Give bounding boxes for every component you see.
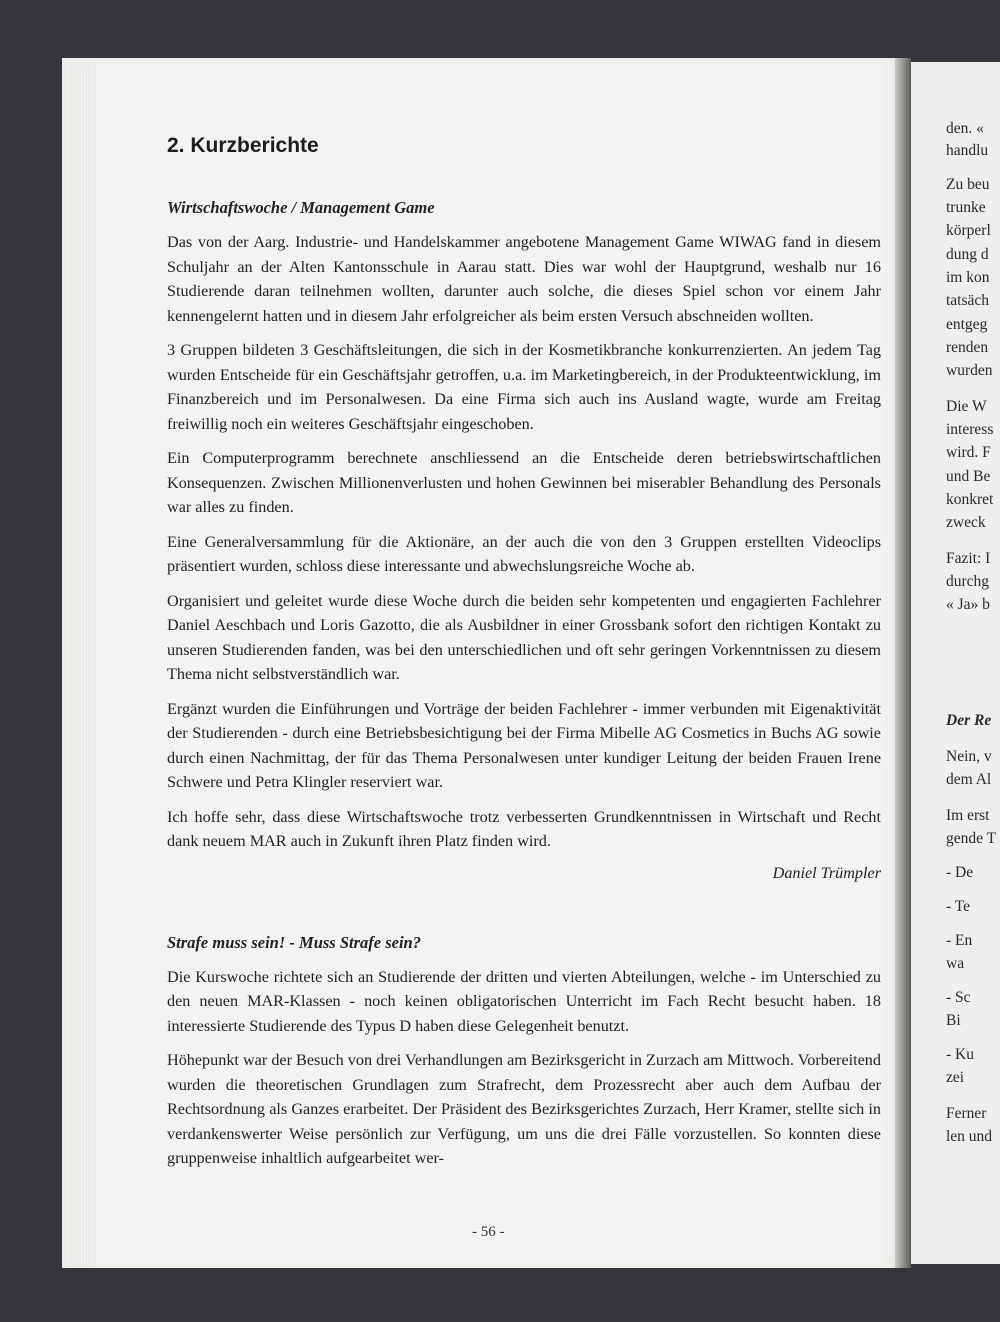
facing-page-heading: Der Re: [946, 712, 992, 729]
facing-page-text: Die W: [946, 398, 987, 415]
facing-page-list-item: - Te: [946, 898, 971, 915]
paragraph: Ich hoffe sehr, dass diese Wirtschaftswoche trotz verbesserten Grundkenntnissen in Wirtschaft und Recht dank neuem MAR auch in Zukunft ihren Platz finden wird.: [167, 807, 881, 850]
facing-page-list-item: - Sc: [946, 989, 971, 1006]
facing-page-text: und Be: [946, 468, 991, 485]
facing-page-text: trunke: [946, 199, 986, 216]
page-number: - 56 -: [472, 1224, 505, 1240]
article-wirtschaftswoche: [167, 198, 881, 883]
facing-page-text: tatsäch: [946, 292, 990, 309]
facing-page-text: Bi: [946, 1012, 961, 1029]
spacer: [167, 883, 881, 933]
article-title: Strafe muss sein! - Muss Strafe sein?: [167, 932, 421, 952]
facing-page-text: wird. F: [946, 444, 991, 461]
facing-page-text: körperl: [946, 222, 991, 239]
facing-page-text: zweck: [946, 514, 986, 531]
facing-page-text: Nein, v: [946, 748, 992, 765]
facing-page-list-item: - De: [946, 864, 974, 881]
facing-page-text: wa: [946, 955, 965, 972]
paragraph: Ergänzt wurden die Einführungen und Vorträge der beiden Fachlehrer - immer verbunden mit Eigenaktivität der Studierenden - durch eine Betriebsbesichtigung bei der Firma Mibelle AG Cosmetics in Buchs AG sowie durch einen Nachmittag, der für das Thema Personalwesen unter kundiger Leitung der beiden Frauen Irene Schwere und Petra Klingler reserviert war.: [167, 699, 881, 791]
facing-page-list-item: - Ku: [946, 1046, 974, 1063]
facing-page-text: konkret: [946, 491, 994, 508]
facing-page-text: len und: [946, 1128, 993, 1145]
facing-page-text: interess: [946, 421, 994, 438]
paragraph: Höhepunkt war der Besuch von drei Verhandlungen am Bezirksgericht in Zurzach am Mittwoch. Vorbereitend wurden die theoretischen Grundlagen zum Strafrecht, dem Prozessrecht aber auch dem Aufbau der Rechtsordnung als Ganzes erarbeitet. Der Präsident des Bezirksgerichtes Zurzach, Herr Kramer, stellte sich in verdankenswerter Weise persönlich zur Verfügung, um uns die drei Fälle vorzustellen. So konnten diese gruppenweise inhaltlich aufgearbeitet wer-: [167, 1051, 881, 1167]
facing-page-text: dem Al: [946, 771, 992, 788]
paragraph: Das von der Aarg. Industrie- und Handelskammer angebotene Management Game WIWAG fand in diesem Schuljahr an der Alten Kantonsschule in Aarau statt. Dies war wohl der Hauptgrund, weshalb nur 16 Studierende daran teilnehmen wollten, darunter auch solche, die dieses Spiel schon vor einem Jahr kennengelernt hatten und in diesem Jahr erfolgreicher als beim ersten Versuch abschneiden wollten.: [167, 233, 881, 325]
facing-page-text: zei: [946, 1069, 965, 1086]
facing-page-text: « Ja» b: [946, 596, 990, 613]
book-gutter: [895, 58, 911, 1268]
facing-page-text: den. «: [946, 120, 984, 137]
paragraph: Eine Generalversammlung für die Aktionäre, an der auch die von den 3 Gruppen erstellten Videoclips präsentiert wurden, schloss diese interessante und abwechslungsreiche Woche ab.: [167, 532, 881, 575]
facing-page-text: renden: [946, 339, 989, 356]
page-content: [167, 134, 881, 1181]
paragraph: Ein Computerprogramm berechnete anschliessend an die Entscheide deren betriebswirtschaftlichen Konsequenzen. Zwischen Millionenverlusten und hohen Gewinnen bei miserabler Behandlung des Personals war alles zu finden.: [167, 449, 881, 516]
facing-page-text: dung d: [946, 246, 989, 263]
facing-page-text: gende T: [946, 830, 997, 847]
paragraph: 3 Gruppen bildeten 3 Geschäftsleitungen, die sich in der Kosmetikbranche konkurrenzierten. An jedem Tag wurden Entscheide für ein Geschäftsjahr getroffen, u.a. im Marketingbereich, in der Produkteentwicklung, im Finanzbereich und im Personalwesen. Da eine Firma sich auch ins Ausland wagte, wurde am Freitag freiwillig noch ein weiteres Geschäftsjahr eingeschoben.: [167, 341, 881, 433]
facing-page-list-item: - En: [946, 932, 973, 949]
facing-page-text: handlu: [946, 142, 989, 159]
section-title: 2. Kurzberichte: [167, 134, 319, 157]
facing-page: [910, 62, 1000, 1264]
paragraph: Organisiert und geleitet wurde diese Woche durch die beiden sehr kompetenten und engagierten Fachlehrer Daniel Aeschbach und Loris Gazotto, die als Ausbildner in einer Grossbank sofort den richtigen Kontakt zu unseren Studierenden fanden, was bei den unterschiedlichen und oft sehr geringen Vorkenntnissen zu diesem Thema nicht selbstverständlich war.: [167, 591, 881, 683]
paragraph: Die Kurswoche richtete sich an Studierende der dritten und vierten Abteilungen, welche - im Unterschied zu den neuen MAR-Klassen - noch keinen obligatorischen Unterricht im Fach Recht besucht haben. 18 interessierte Studierende des Typus D haben diese Gelegenheit benutzt.: [167, 967, 881, 1035]
facing-page-text: durchg: [946, 573, 990, 590]
article-title: Wirtschaftswoche / Management Game: [167, 198, 435, 217]
facing-page-text: Ferner: [946, 1105, 987, 1122]
facing-page-text: Zu beu: [946, 176, 990, 193]
article-strafe: [167, 933, 881, 1171]
facing-page-text: entgeg: [946, 316, 988, 333]
facing-page-text: im kon: [946, 269, 990, 286]
facing-page-text: Im erst: [946, 807, 990, 824]
page-edges: [62, 58, 96, 1268]
author-signature: Daniel Trümpler: [772, 863, 881, 882]
facing-page-text: wurden: [946, 362, 993, 379]
facing-page-text: Fazit: I: [946, 550, 991, 567]
